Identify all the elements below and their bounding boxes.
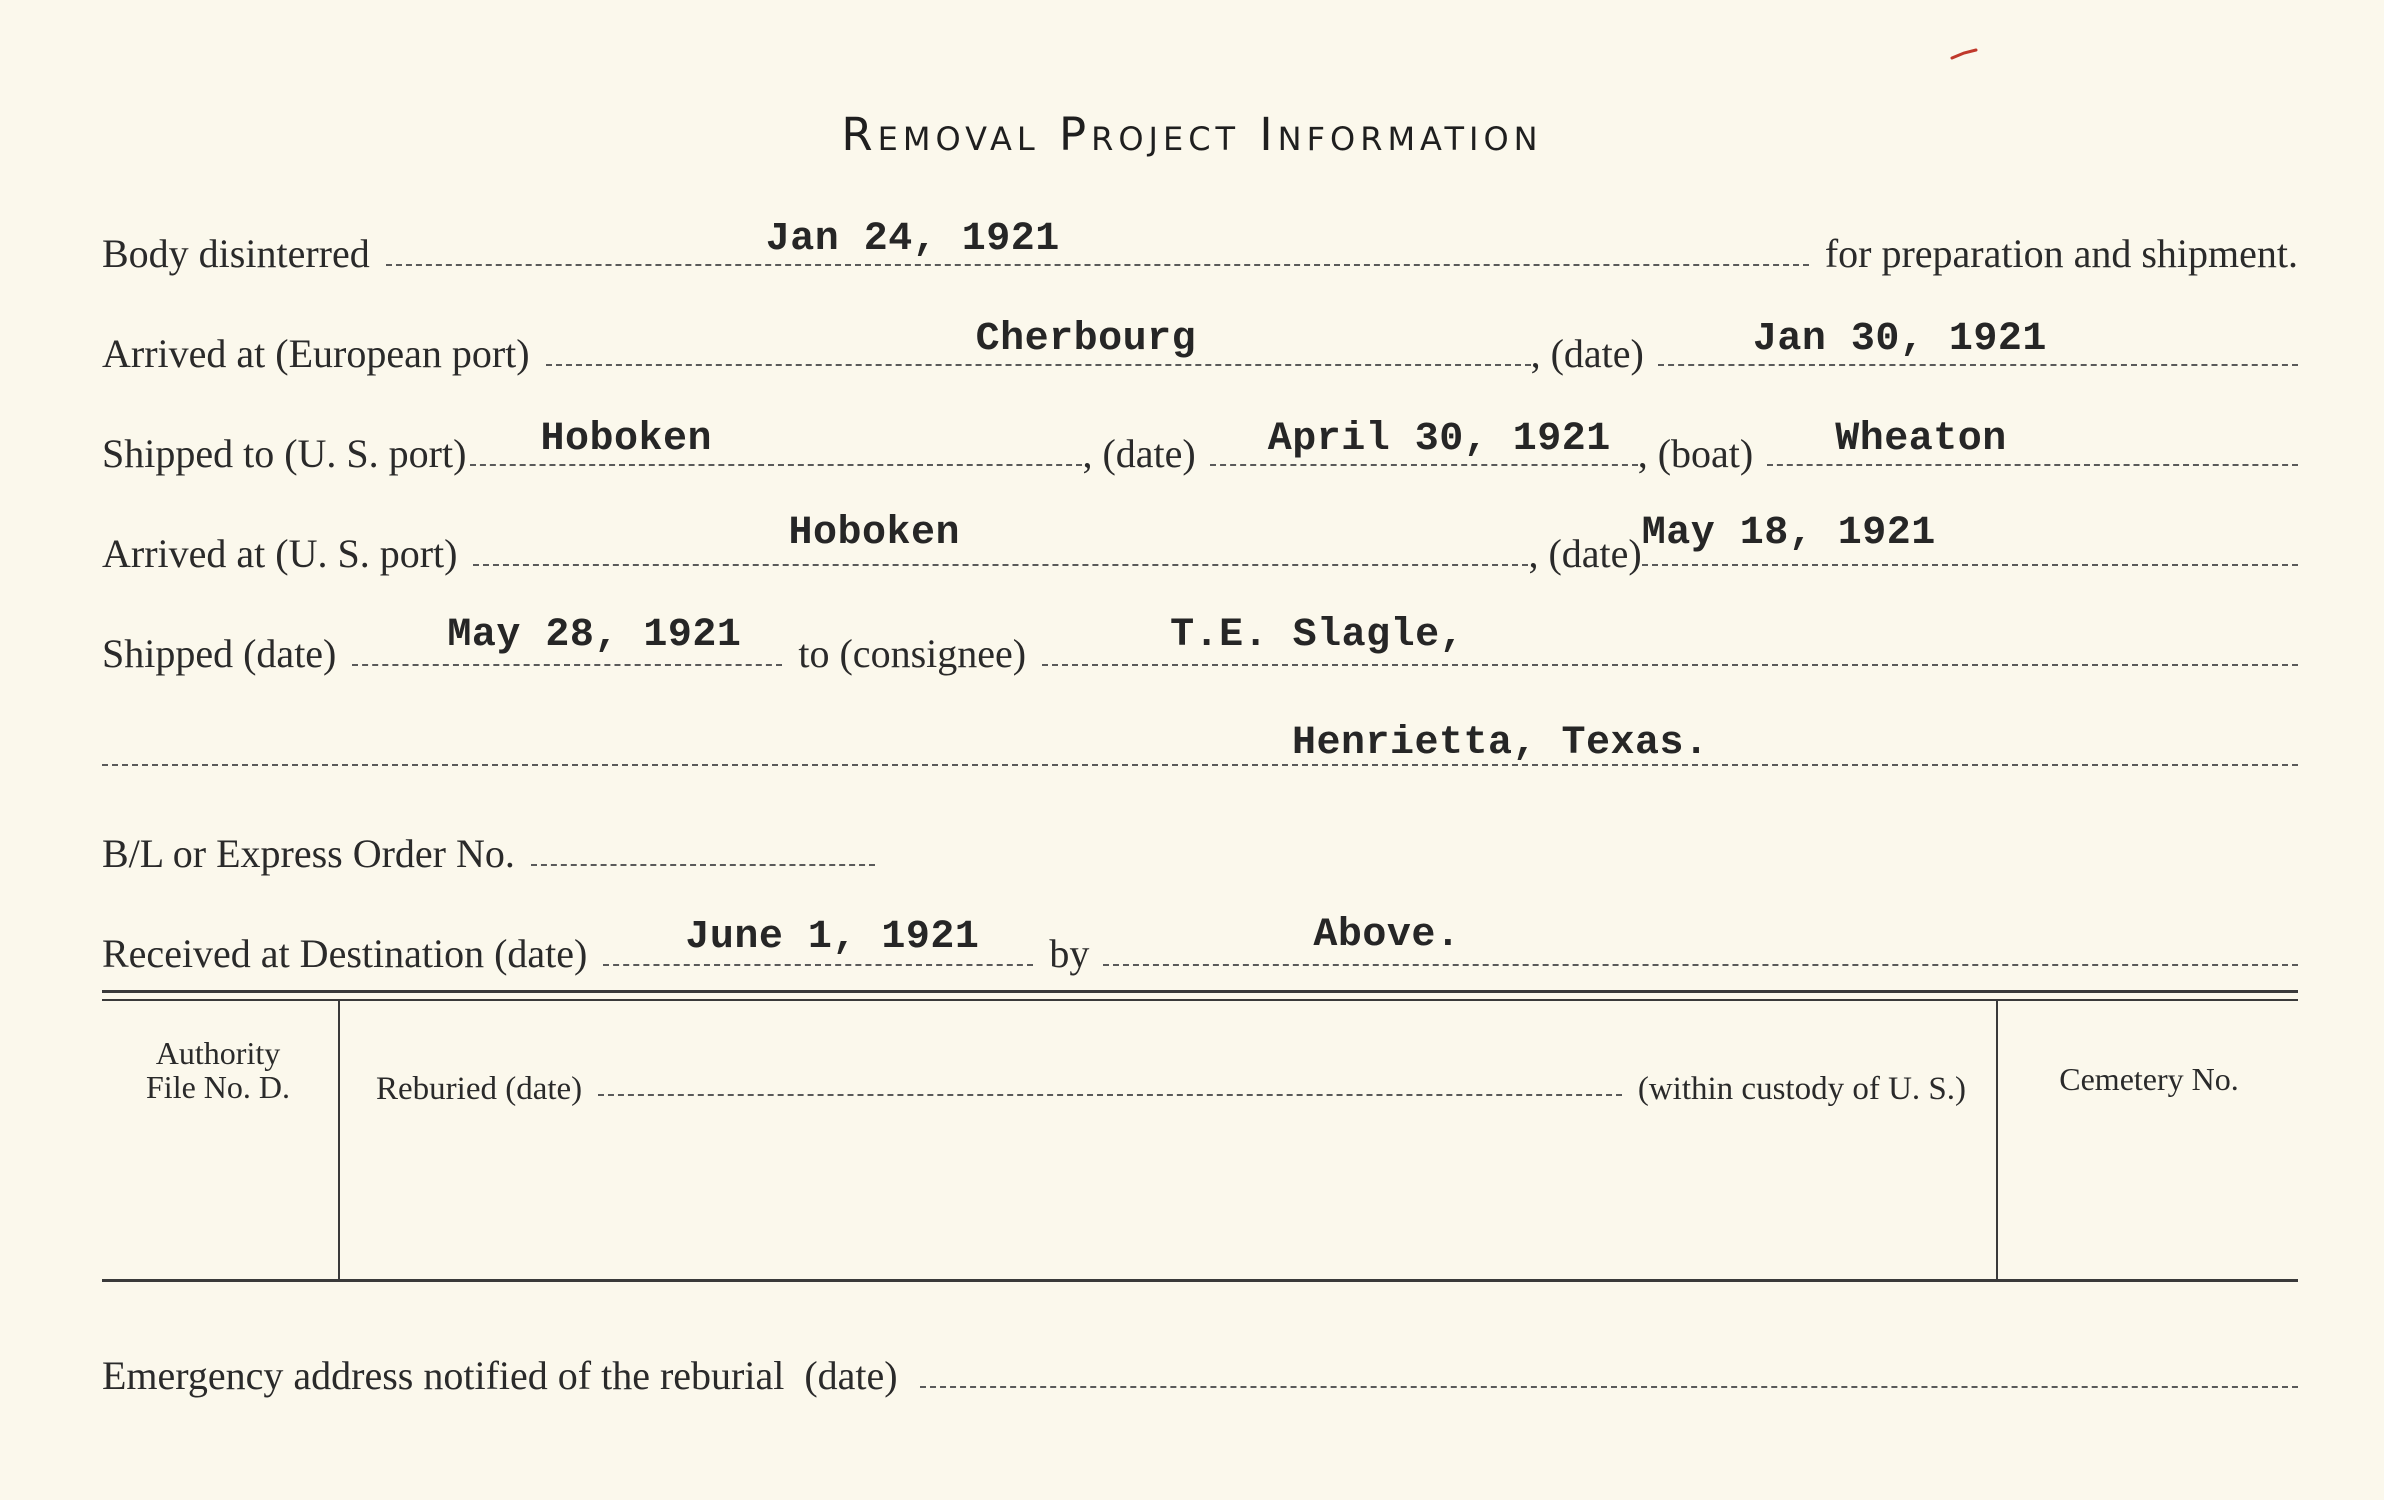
section-divider-top-1 bbox=[102, 990, 2298, 993]
table-column-divider-left bbox=[338, 1001, 340, 1279]
preparation-suffix-label: for preparation and shipment. bbox=[1824, 231, 2298, 276]
row-arrived-us-port bbox=[102, 500, 2298, 580]
row-shipped-to-us-port bbox=[102, 400, 2298, 480]
row-received-destination bbox=[102, 900, 2298, 980]
european-arrival-date-label: , (date) bbox=[1530, 331, 1644, 376]
table-column-divider-right bbox=[1996, 1001, 1998, 1279]
received-by-value: Above. bbox=[1313, 913, 1461, 958]
boat-label: , (boat) bbox=[1637, 431, 1754, 476]
cemetery-number-label: Cemetery No. bbox=[2059, 1061, 2239, 1097]
received-by-field bbox=[1103, 904, 2298, 966]
arrived-european-port-label: Arrived at (European port) bbox=[102, 331, 530, 376]
body-disinterred-label: Body disinterred bbox=[102, 231, 370, 276]
row-consignee-address bbox=[102, 700, 2298, 780]
received-destination-label: Received at Destination (date) bbox=[102, 931, 588, 976]
row-bl-order bbox=[102, 800, 2298, 880]
consignee-value: T.E. Slagle, bbox=[1170, 613, 1465, 658]
shipped-date-row-label: Shipped (date) bbox=[102, 631, 337, 676]
section-divider-top-2 bbox=[102, 999, 2298, 1001]
consignee-label: to (consignee) bbox=[798, 631, 1027, 676]
us-arrival-date-value: May 18, 1921 bbox=[1641, 511, 1936, 556]
reburied-row bbox=[376, 1056, 1966, 1108]
boat-field bbox=[1767, 404, 2298, 466]
received-date-field bbox=[603, 904, 1033, 966]
row-emergency-address bbox=[102, 1322, 2298, 1402]
european-arrival-date-field bbox=[1658, 304, 2298, 366]
received-date-value: June 1, 1921 bbox=[685, 915, 980, 960]
consignee-field bbox=[1042, 604, 2298, 666]
shipped-date-label: , (date) bbox=[1082, 431, 1196, 476]
shipped-to-us-port-label: Shipped to (U. S. port) bbox=[102, 431, 467, 476]
bl-order-label: B/L or Express Order No. bbox=[102, 831, 515, 876]
shipped-date-value: April 30, 1921 bbox=[1267, 417, 1611, 462]
arrived-us-port-label: Arrived at (U. S. port) bbox=[102, 531, 458, 576]
us-arrival-date-field bbox=[1642, 504, 2298, 566]
bl-order-field bbox=[531, 804, 875, 866]
authority-label-line2: File No. D. bbox=[146, 1069, 290, 1105]
shipment-date-value: May 28, 1921 bbox=[447, 613, 742, 658]
shipment-date-field bbox=[352, 604, 782, 666]
european-port-value: Cherbourg bbox=[975, 317, 1197, 362]
emergency-address-label: Emergency address notified of the reburial (date) bbox=[102, 1353, 898, 1398]
body-disinterred-field bbox=[386, 204, 1809, 266]
emergency-date-field bbox=[920, 1326, 2298, 1388]
reburied-date-field bbox=[598, 1064, 1622, 1096]
shipped-to-port-field bbox=[470, 404, 1082, 466]
european-arrival-date-value: Jan 30, 1921 bbox=[1752, 317, 2047, 362]
row-body-disinterred bbox=[102, 200, 2298, 280]
reburied-date-label: Reburied (date) bbox=[376, 1071, 583, 1107]
received-by-label: by bbox=[1049, 931, 1090, 976]
row-shipped-consignee bbox=[102, 600, 2298, 680]
us-port-value: Hoboken bbox=[788, 511, 960, 556]
authority-label-line1: Authority bbox=[155, 1035, 281, 1071]
custody-label: (within custody of U. S.) bbox=[1637, 1071, 1966, 1107]
shipped-date-field bbox=[1210, 404, 1638, 466]
body-disinterred-date: Jan 24, 1921 bbox=[765, 217, 1060, 262]
red-pencil-mark bbox=[1950, 44, 1980, 64]
us-port-field bbox=[473, 504, 1528, 566]
consignee-address-field bbox=[102, 704, 2298, 766]
row-arrived-european-port bbox=[102, 300, 2298, 380]
shipped-to-port-value: Hoboken bbox=[540, 417, 712, 462]
authority-file-label bbox=[108, 1036, 328, 1104]
us-arrival-date-label: , (date) bbox=[1528, 531, 1642, 576]
consignee-address-value: Henrietta, Texas. bbox=[1292, 721, 1709, 766]
european-port-field bbox=[546, 304, 1531, 366]
card-title: Removal Project Information bbox=[841, 108, 1543, 161]
section-divider-bottom bbox=[102, 1279, 2298, 1282]
boat-value: Wheaton bbox=[1835, 417, 2007, 462]
